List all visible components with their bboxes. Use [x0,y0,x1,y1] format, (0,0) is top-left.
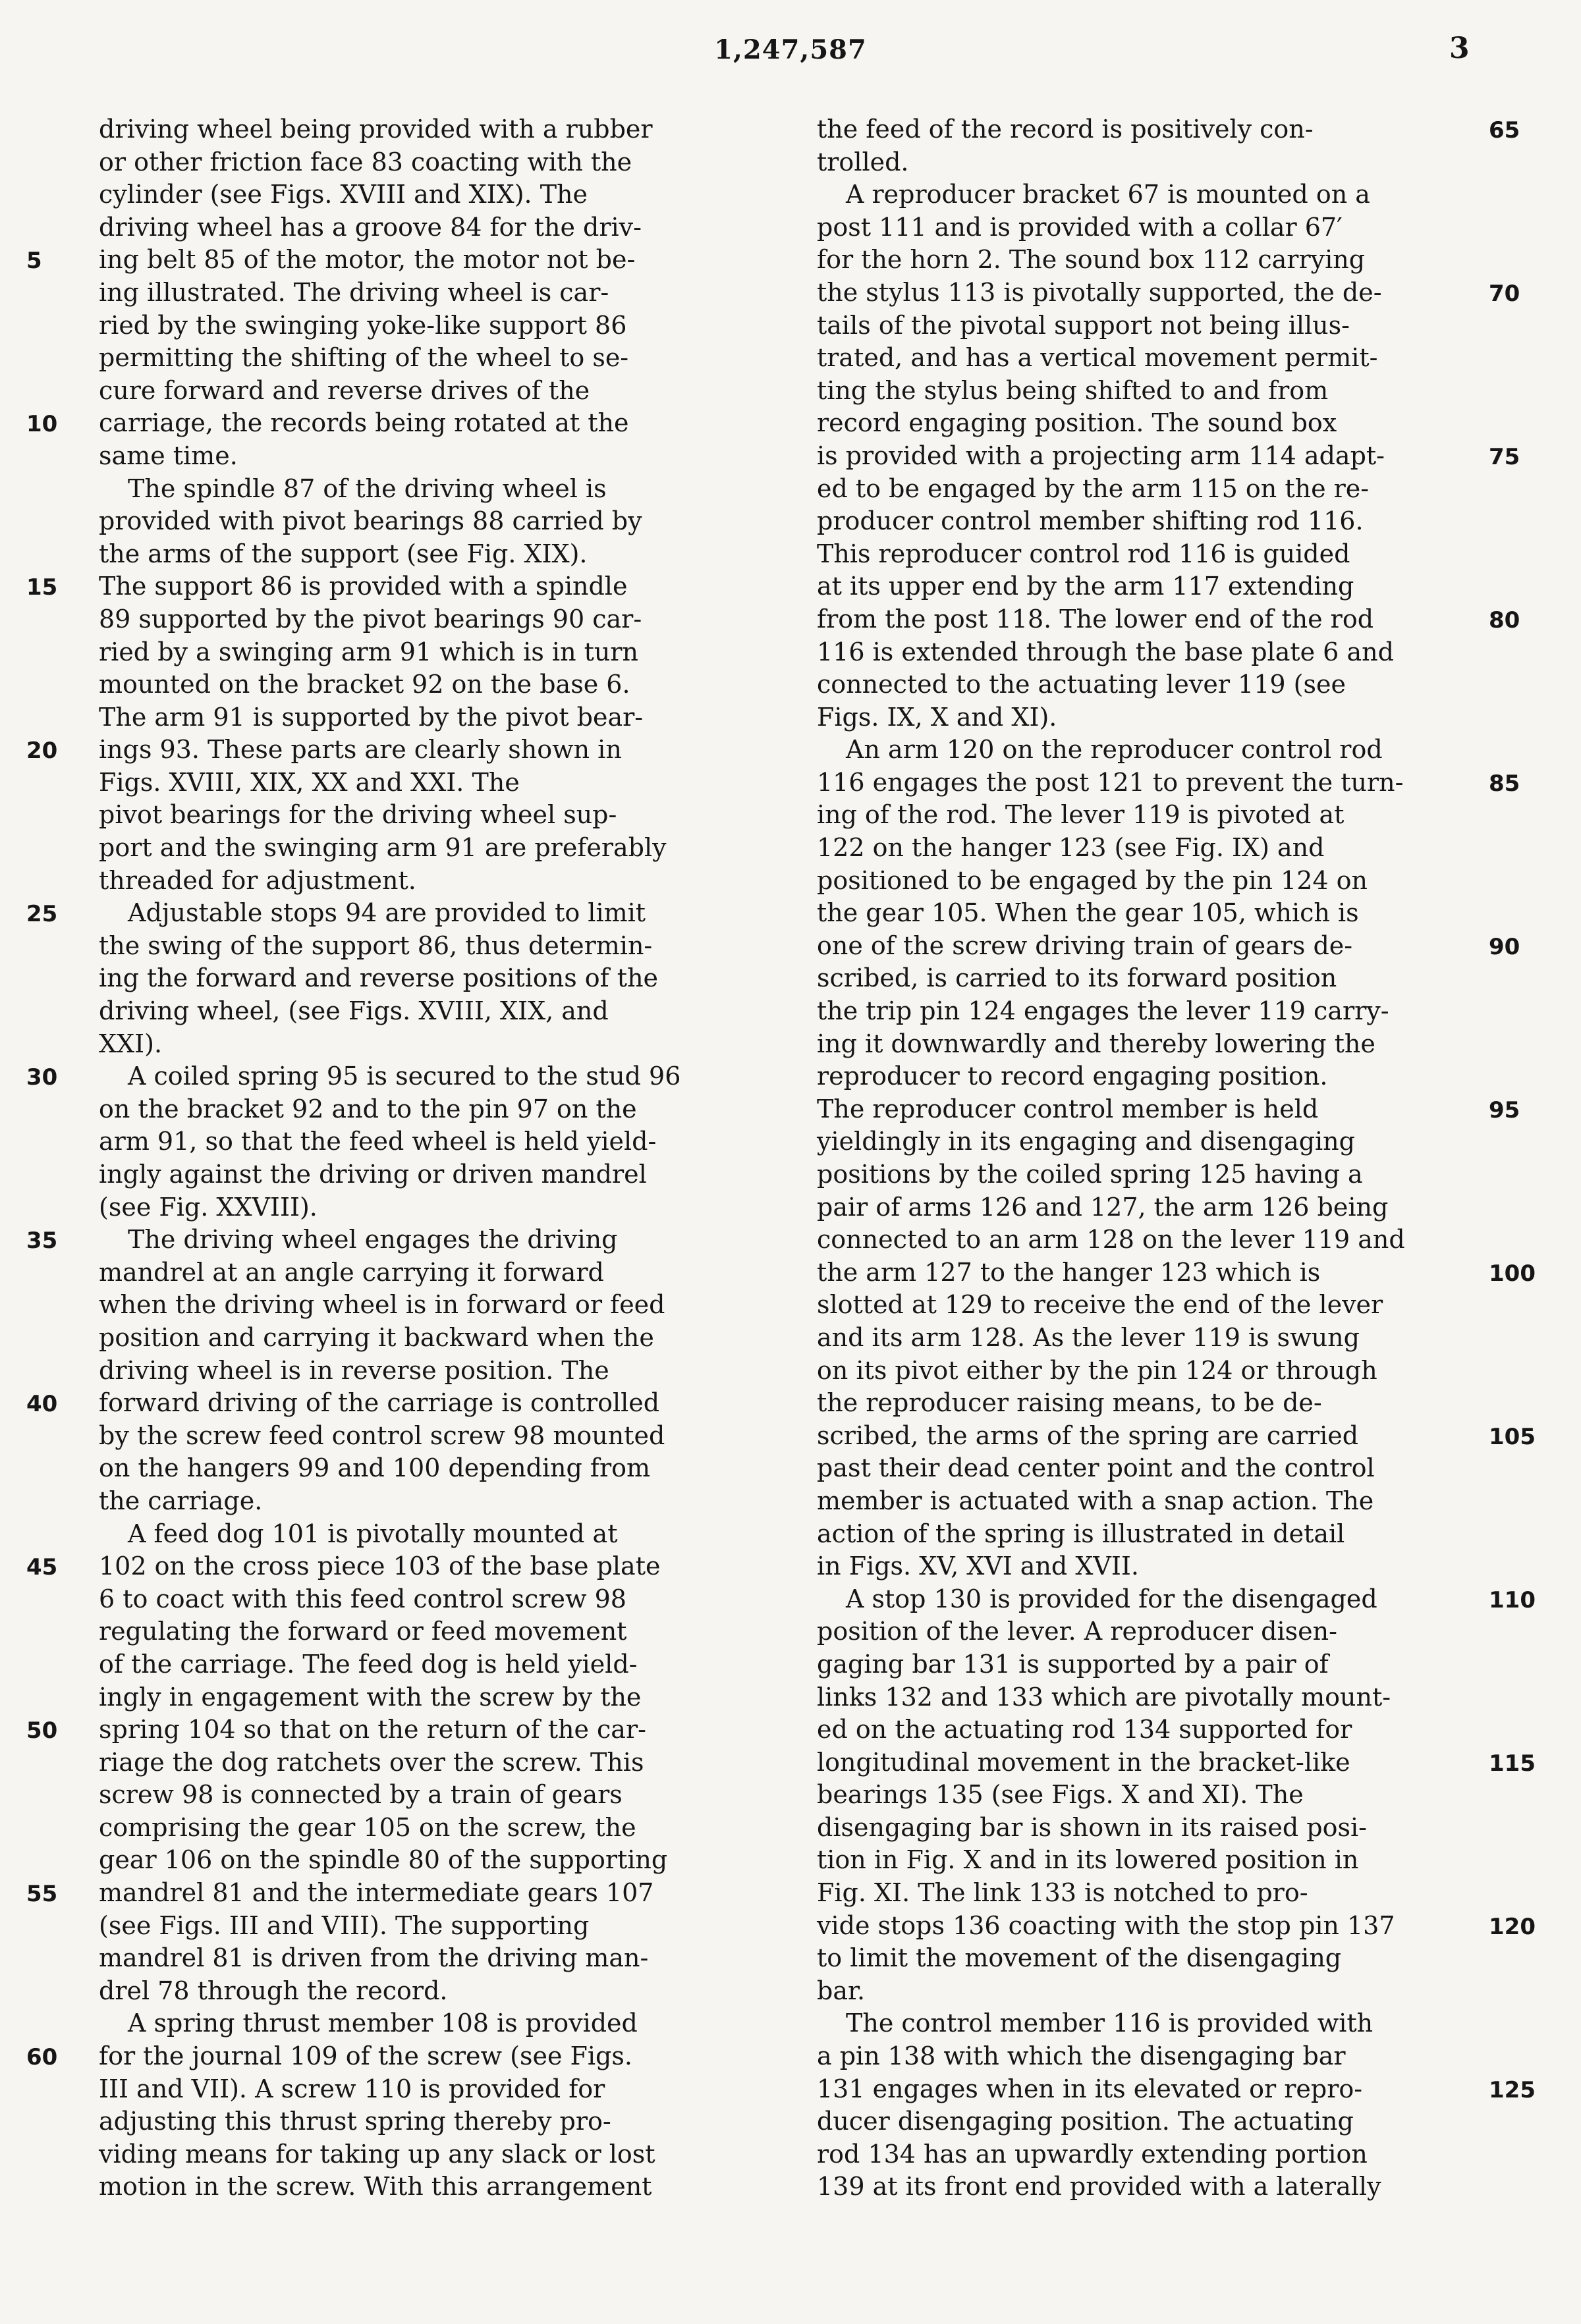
text-line: 102 on the cross piece 103 of the base plate [99,1552,661,1581]
text-line: ing belt 85 of the motor, the motor not be- [99,245,636,275]
text-line: scribed, is carried to its forward position [817,963,1337,993]
text-line: the feed of the record is positively con- [817,115,1314,144]
text-line: rod 134 has an upwardly extending portion [817,2139,1368,2169]
text-line: carriage, the records being rotated at the [99,408,629,438]
text-line: member is actuated with a snap action. The [817,1486,1374,1515]
text-line: regulating the forward or feed movement [99,1617,627,1646]
text-line: arm 91, so that the feed wheel is held yield- [99,1127,657,1156]
text-line: ing of the rod. The lever 119 is pivoted at [817,800,1345,830]
text-line: ing it downwardly and thereby lowering the [817,1029,1375,1058]
text-line: The spindle 87 of the driving wheel is [128,473,607,503]
text-line: The reproducer control member is held [817,1094,1319,1123]
text-line: A feed dog 101 is pivotally mounted at [128,1519,618,1548]
margin-line-number: 45 [26,1554,58,1581]
text-line: and its arm 128. As the lever 119 is swung [817,1322,1360,1352]
text-line: Adjustable stops 94 are provided to limit [128,898,646,928]
margin-line-number: 30 [26,1064,58,1091]
text-line: tails of the pivotal support not being illus- [817,310,1350,340]
text-line: the carriage. [99,1486,263,1515]
text-line: A coiled spring 95 is secured to the stud 96 [128,1062,681,1091]
text-line: ingly in engagement with the screw by the [99,1682,642,1712]
text-line: gear 106 on the spindle 80 of the supporting [99,1845,668,1875]
text-line: links 132 and 133 which are pivotally mount- [817,1682,1391,1712]
text-line: mandrel 81 and the intermediate gears 107 [99,1878,654,1908]
text-line: connected to an arm 128 on the lever 119 and [817,1225,1405,1255]
margin-line-number: 120 [1489,1914,1536,1940]
margin-line-number: 15 [26,574,58,601]
text-line: spring 104 so that on the return of the car- [99,1715,646,1744]
text-line: 6 to coact with this feed control screw 98 [99,1584,626,1613]
text-line: position of the lever. A reproducer disen- [817,1617,1337,1646]
text-line: post 111 and is provided with a collar 67′ [817,212,1343,242]
margin-line-number: 95 [1489,1097,1520,1123]
text-line: A spring thrust member 108 is provided [128,2009,638,2038]
text-line: (see Fig. XXVIII). [99,1192,318,1222]
margin-line-number: 40 [26,1391,58,1418]
text-line: on the hangers 99 and 100 depending from [99,1453,651,1483]
text-line: when the driving wheel is in forward or feed [99,1290,665,1320]
text-line: tion in Fig. X and in its lowered position in [817,1845,1359,1875]
text-line: cure forward and reverse drives of the [99,375,590,405]
text-line: The support 86 is provided with a spindle [99,572,628,601]
text-line: XXI). [99,1029,163,1058]
text-line: position and carrying it backward when the [99,1322,654,1352]
text-line: yieldingly in its engaging and disengaging [817,1127,1355,1156]
text-line: of the carriage. The feed dog is held yield- [99,1649,638,1679]
text-line: mandrel 81 is driven from the driving man- [99,1943,649,1973]
margin-line-number: 110 [1489,1587,1536,1613]
text-line: drel 78 through the record. [99,1976,448,2005]
text-line: 116 engages the post 121 to prevent the turn- [817,767,1404,797]
left-text-column [99,113,758,2203]
text-line: positions by the coiled spring 125 having a [817,1160,1363,1189]
text-line: to limit the movement of the disengaging [817,1943,1342,1973]
text-line: from the post 118. The lower end of the rod [817,604,1374,634]
text-line: adjusting this thrust spring thereby pro- [99,2107,611,2136]
text-line: A stop 130 is provided for the disengaged [846,1584,1377,1613]
margin-line-number: 55 [26,1881,58,1908]
margin-line-number: 5 [26,248,42,275]
text-line: III and VII). A screw 110 is provided for [99,2074,605,2103]
text-line: screw 98 is connected by a train of gears [99,1780,623,1810]
margin-line-number: 65 [1489,117,1520,144]
text-line: on the bracket 92 and to the pin 97 on the [99,1094,637,1123]
margin-line-number: 90 [1489,934,1520,960]
text-line: the arm 127 to the hanger 123 which is [817,1257,1321,1287]
text-line: for the journal 109 of the screw (see Figs. [99,2041,632,2071]
text-line: gaging bar 131 is supported by a pair of [817,1649,1329,1679]
text-line: Figs. XVIII, XIX, XX and XXI. The [99,767,520,797]
text-line: ing illustrated. The driving wheel is car- [99,277,609,307]
text-line: slotted at 129 to receive the end of the lever [817,1290,1383,1320]
text-line: by the screw feed control screw 98 mounted [99,1420,665,1450]
text-line: ried by a swinging arm 91 which is in turn [99,637,639,666]
text-line: the trip pin 124 engages the lever 119 carry- [817,996,1389,1026]
text-line: driving wheel is in reverse position. The [99,1355,609,1385]
text-line: ed on the actuating rod 134 supported for [817,1715,1352,1744]
text-line: Figs. IX, X and XI). [817,702,1057,732]
text-line: pair of arms 126 and 127, the arm 126 being [817,1192,1389,1222]
text-line: mounted on the bracket 92 on the base 6. [99,670,630,699]
text-line: ingly against the driving or driven mandrel [99,1160,647,1189]
text-line: driving wheel has a groove 84 for the driv- [99,212,642,242]
text-line: positioned to be engaged by the pin 124 on [817,865,1368,895]
text-line: provided with pivot bearings 88 carried by [99,506,642,536]
text-line: one of the screw driving train of gears de- [817,931,1353,960]
text-line: on its pivot either by the pin 124 or through [817,1355,1377,1385]
margin-line-number: 105 [1489,1424,1536,1450]
text-line: 122 on the hanger 123 (see Fig. IX) and [817,833,1325,863]
text-line: A reproducer bracket 67 is mounted on a [846,180,1370,209]
text-line: trolled. [817,147,909,176]
text-line: The control member 116 is provided with [846,2009,1373,2038]
text-line: 89 supported by the pivot bearings 90 car- [99,604,642,634]
text-line: connected to the actuating lever 119 (see [817,670,1346,699]
text-line: a pin 138 with which the disengaging bar [817,2041,1346,2071]
margin-line-number: 75 [1489,444,1520,470]
text-line: the stylus 113 is pivotally supported, the de- [817,277,1382,307]
text-line: ried by the swinging yoke-like support 86 [99,310,627,340]
margin-line-number: 125 [1489,2077,1536,2103]
text-line: This reproducer control rod 116 is guided [817,539,1350,568]
margin-line-number: 35 [26,1228,58,1255]
text-line: the arms of the support (see Fig. XIX). [99,539,588,568]
text-line: 139 at its front end provided with a laterally [817,2172,1381,2202]
text-line: action of the spring is illustrated in detail [817,1519,1345,1548]
margin-line-number: 25 [26,901,58,928]
text-line: ing the forward and reverse positions of the [99,963,659,993]
text-line: driving wheel, (see Figs. XVIII, XIX, and [99,996,609,1026]
text-line: same time. [99,441,238,470]
text-line: in Figs. XV, XVI and XVII. [817,1552,1139,1581]
text-line: viding means for taking up any slack or lost [99,2139,655,2169]
patent-number: 1,247,587 [714,34,867,65]
text-line: motion in the screw. With this arrangement [99,2172,652,2202]
text-line: or other friction face 83 coacting with the [99,147,632,176]
text-line: past their dead center point and the control [817,1453,1375,1483]
text-line: record engaging position. The sound box [817,408,1337,438]
text-line: reproducer to record engaging position. [817,1062,1328,1091]
right-text-column [817,113,1476,2203]
text-line: riage the dog ratchets over the screw. This [99,1747,644,1777]
text-line: The driving wheel engages the driving [128,1225,618,1255]
text-line: bearings 135 (see Figs. X and XI). The [817,1780,1304,1810]
text-line: ed to be engaged by the arm 115 on the re- [817,473,1370,503]
text-line: threaded for adjustment. [99,865,416,895]
text-line: permitting the shifting of the wheel to se- [99,343,629,373]
text-line: the swing of the support 86, thus determin- [99,931,653,960]
margin-line-number: 100 [1489,1260,1536,1287]
text-line: driving wheel being provided with a rubber [99,115,653,144]
text-line: cylinder (see Figs. XVIII and XIX). The [99,180,588,209]
text-line: pivot bearings for the driving wheel sup- [99,800,617,830]
margin-line-number: 50 [26,1717,58,1744]
text-line: longitudinal movement in the bracket-like [817,1747,1350,1777]
text-line: (see Figs. III and VIII). The supporting [99,1910,590,1940]
margin-line-number: 115 [1489,1750,1536,1777]
text-line: is provided with a projecting arm 114 adapt- [817,441,1385,470]
margin-line-number: 70 [1489,281,1520,307]
margin-line-number: 80 [1489,607,1520,634]
text-line: comprising the gear 105 on the screw, the [99,1812,636,1842]
text-line: disengaging bar is shown in its raised posi- [817,1812,1367,1842]
text-line: 116 is extended through the base plate 6 and [817,637,1394,666]
margin-line-number: 10 [26,411,58,438]
text-line: The arm 91 is supported by the pivot bear- [99,702,644,732]
text-line: the reproducer raising means, to be de- [817,1388,1322,1418]
text-line: 131 engages when in its elevated or repro- [817,2074,1363,2103]
text-line: producer control member shifting rod 116. [817,506,1364,536]
text-line: ings 93. These parts are clearly shown in [99,735,622,765]
text-line: trated, and has a vertical movement permit- [817,343,1378,373]
margin-line-number: 85 [1489,770,1520,797]
text-line: port and the swinging arm 91 are preferably [99,833,667,863]
text-line: ting the stylus being shifted to and from [817,375,1329,405]
text-line: scribed, the arms of the spring are carried [817,1420,1359,1450]
text-line: at its upper end by the arm 117 extending [817,572,1354,601]
text-line: An arm 120 on the reproducer control rod [846,735,1383,765]
text-line: forward driving of the carriage is controlled [99,1388,660,1418]
text-line: bar. [817,1976,866,2005]
margin-line-number: 60 [26,2044,58,2071]
text-line: vide stops 136 coacting with the stop pin 137 [817,1910,1395,1940]
margin-line-number: 20 [26,738,58,765]
text-line: ducer disengaging position. The actuating [817,2107,1354,2136]
page-number: 3 [1449,32,1470,65]
text-line: Fig. XI. The link 133 is notched to pro- [817,1878,1308,1908]
text-line: mandrel at an angle carrying it forward [99,1257,604,1287]
text-line: the gear 105. When the gear 105, which is [817,898,1359,928]
text-line: for the horn 2. The sound box 112 carrying [817,245,1366,275]
